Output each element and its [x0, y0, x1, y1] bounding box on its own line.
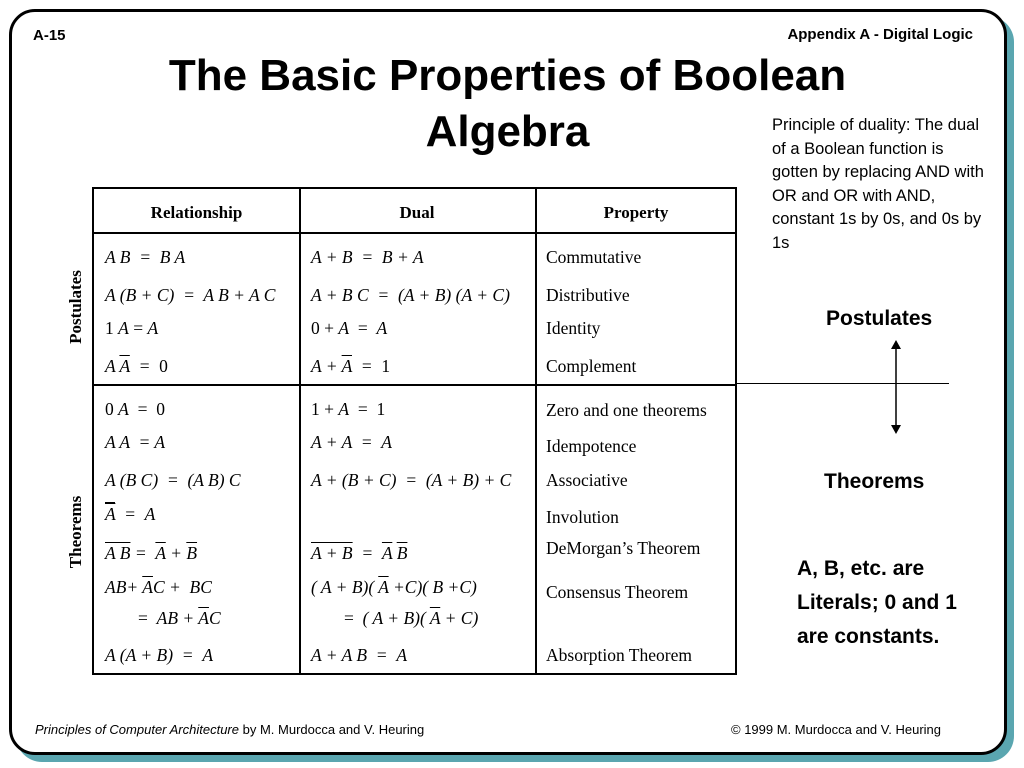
dual-consensus-1: ( A + B)( $\overline{A} +C$)( B +C) — [311, 577, 477, 597]
dual-absorption: A + A B = A — [311, 645, 408, 665]
column-divider — [535, 189, 537, 673]
property-distributive: Distributive — [546, 285, 630, 305]
property-idempotence: Idempotence — [546, 436, 637, 456]
property-consensus: Consensus Theorem — [546, 582, 689, 602]
relationship-zero-one: 0 A = 0 — [105, 399, 165, 419]
header-divider — [94, 232, 735, 234]
dual-zero-one: 1 + A = 1 — [311, 399, 386, 419]
relationship-identity: 1 A = A — [105, 318, 159, 338]
relationship-absorption: A (A + B) = A — [105, 645, 214, 665]
dual-commutative: A + B = B + A — [311, 247, 424, 267]
relationship-complement: A $\overline{A} = 0$ — [105, 356, 168, 376]
relationship-consensus-1: $AB+ \overline{A}C$ + BC — [105, 577, 212, 597]
dual-distributive: A + B C = (A + B) (A + C) — [311, 285, 510, 305]
property-complement: Complement — [546, 356, 637, 376]
property-associative: Associative — [546, 470, 628, 490]
postulates-label: Postulates — [826, 307, 933, 330]
postulates-section-label: Postulates — [66, 270, 85, 344]
property-identity: Identity — [546, 318, 601, 338]
property-absorption: Absorption Theorem — [546, 645, 692, 665]
property-commutative: Commutative — [546, 247, 642, 267]
header-property: Property — [603, 203, 669, 222]
title-line-1: The Basic Properties of Boolean — [168, 51, 847, 100]
book-authors: by M. Murdocca and V. Heuring — [239, 722, 425, 737]
dual-demorgan: $A + B = \overline{A}$ $\overline{B}$ — [311, 543, 408, 563]
dual-idempotence: A + A = A — [311, 432, 392, 452]
dual-identity: 0 + A = A — [311, 318, 388, 338]
footer-book-credit — [35, 722, 424, 737]
title-line-2: Algebra — [425, 107, 590, 156]
footer-copyright: © 1999 M. Murdocca and V. Heuring — [731, 722, 941, 737]
header-relationship: Relationship — [150, 203, 243, 222]
literals-note: A, B, etc. are Literals; 0 and 1 are constants. — [797, 557, 957, 648]
section-divider — [94, 384, 735, 386]
dual-consensus-2: = ( A + B)( $\overline{A} + C$) — [344, 608, 479, 628]
relationship-consensus-2: = AB + $\overline{A}C$ — [138, 608, 221, 628]
theorems-label: Theorems — [824, 470, 925, 493]
relationship-demorgan: A $B = \overline{A} + \overline{B}$ — [105, 543, 198, 563]
relationship-involution: $\overline{A} = A$ — [105, 504, 156, 524]
duality-note: Principle of duality: The dual of a Boolean function is gotten by replacing AND with OR and OR with AND, constant 1s by 0s, and 0s by 1s — [772, 116, 984, 252]
header-dual: Dual — [399, 203, 435, 222]
dual-associative: A + (B + C) = (A + B) + C — [311, 470, 512, 490]
postulates-theorems-divider — [737, 383, 949, 384]
relationship-commutative: A B = B A — [105, 247, 186, 267]
column-divider — [299, 189, 301, 673]
relationship-associative: A (B C) = (A B) C — [105, 470, 241, 490]
property-involution: Involution — [546, 507, 619, 527]
theorems-section-label: Theorems — [66, 495, 85, 569]
dual-complement: $A + \overline{A} = 1$ — [311, 356, 391, 376]
boolean-properties-table — [92, 187, 737, 675]
relationship-distributive: A (B + C) = A B + A C — [105, 285, 276, 305]
appendix-label: Appendix A - Digital Logic — [787, 26, 973, 43]
property-zero-one: Zero and one theorems — [546, 400, 707, 420]
double-arrow-icon — [886, 340, 906, 434]
relationship-idempotence: A A = A — [105, 432, 166, 452]
property-demorgan: DeMorgan’s Theorem — [546, 538, 701, 558]
slide-number: A-15 — [33, 27, 66, 44]
book-title: Principles of Computer Architecture — [35, 722, 239, 737]
